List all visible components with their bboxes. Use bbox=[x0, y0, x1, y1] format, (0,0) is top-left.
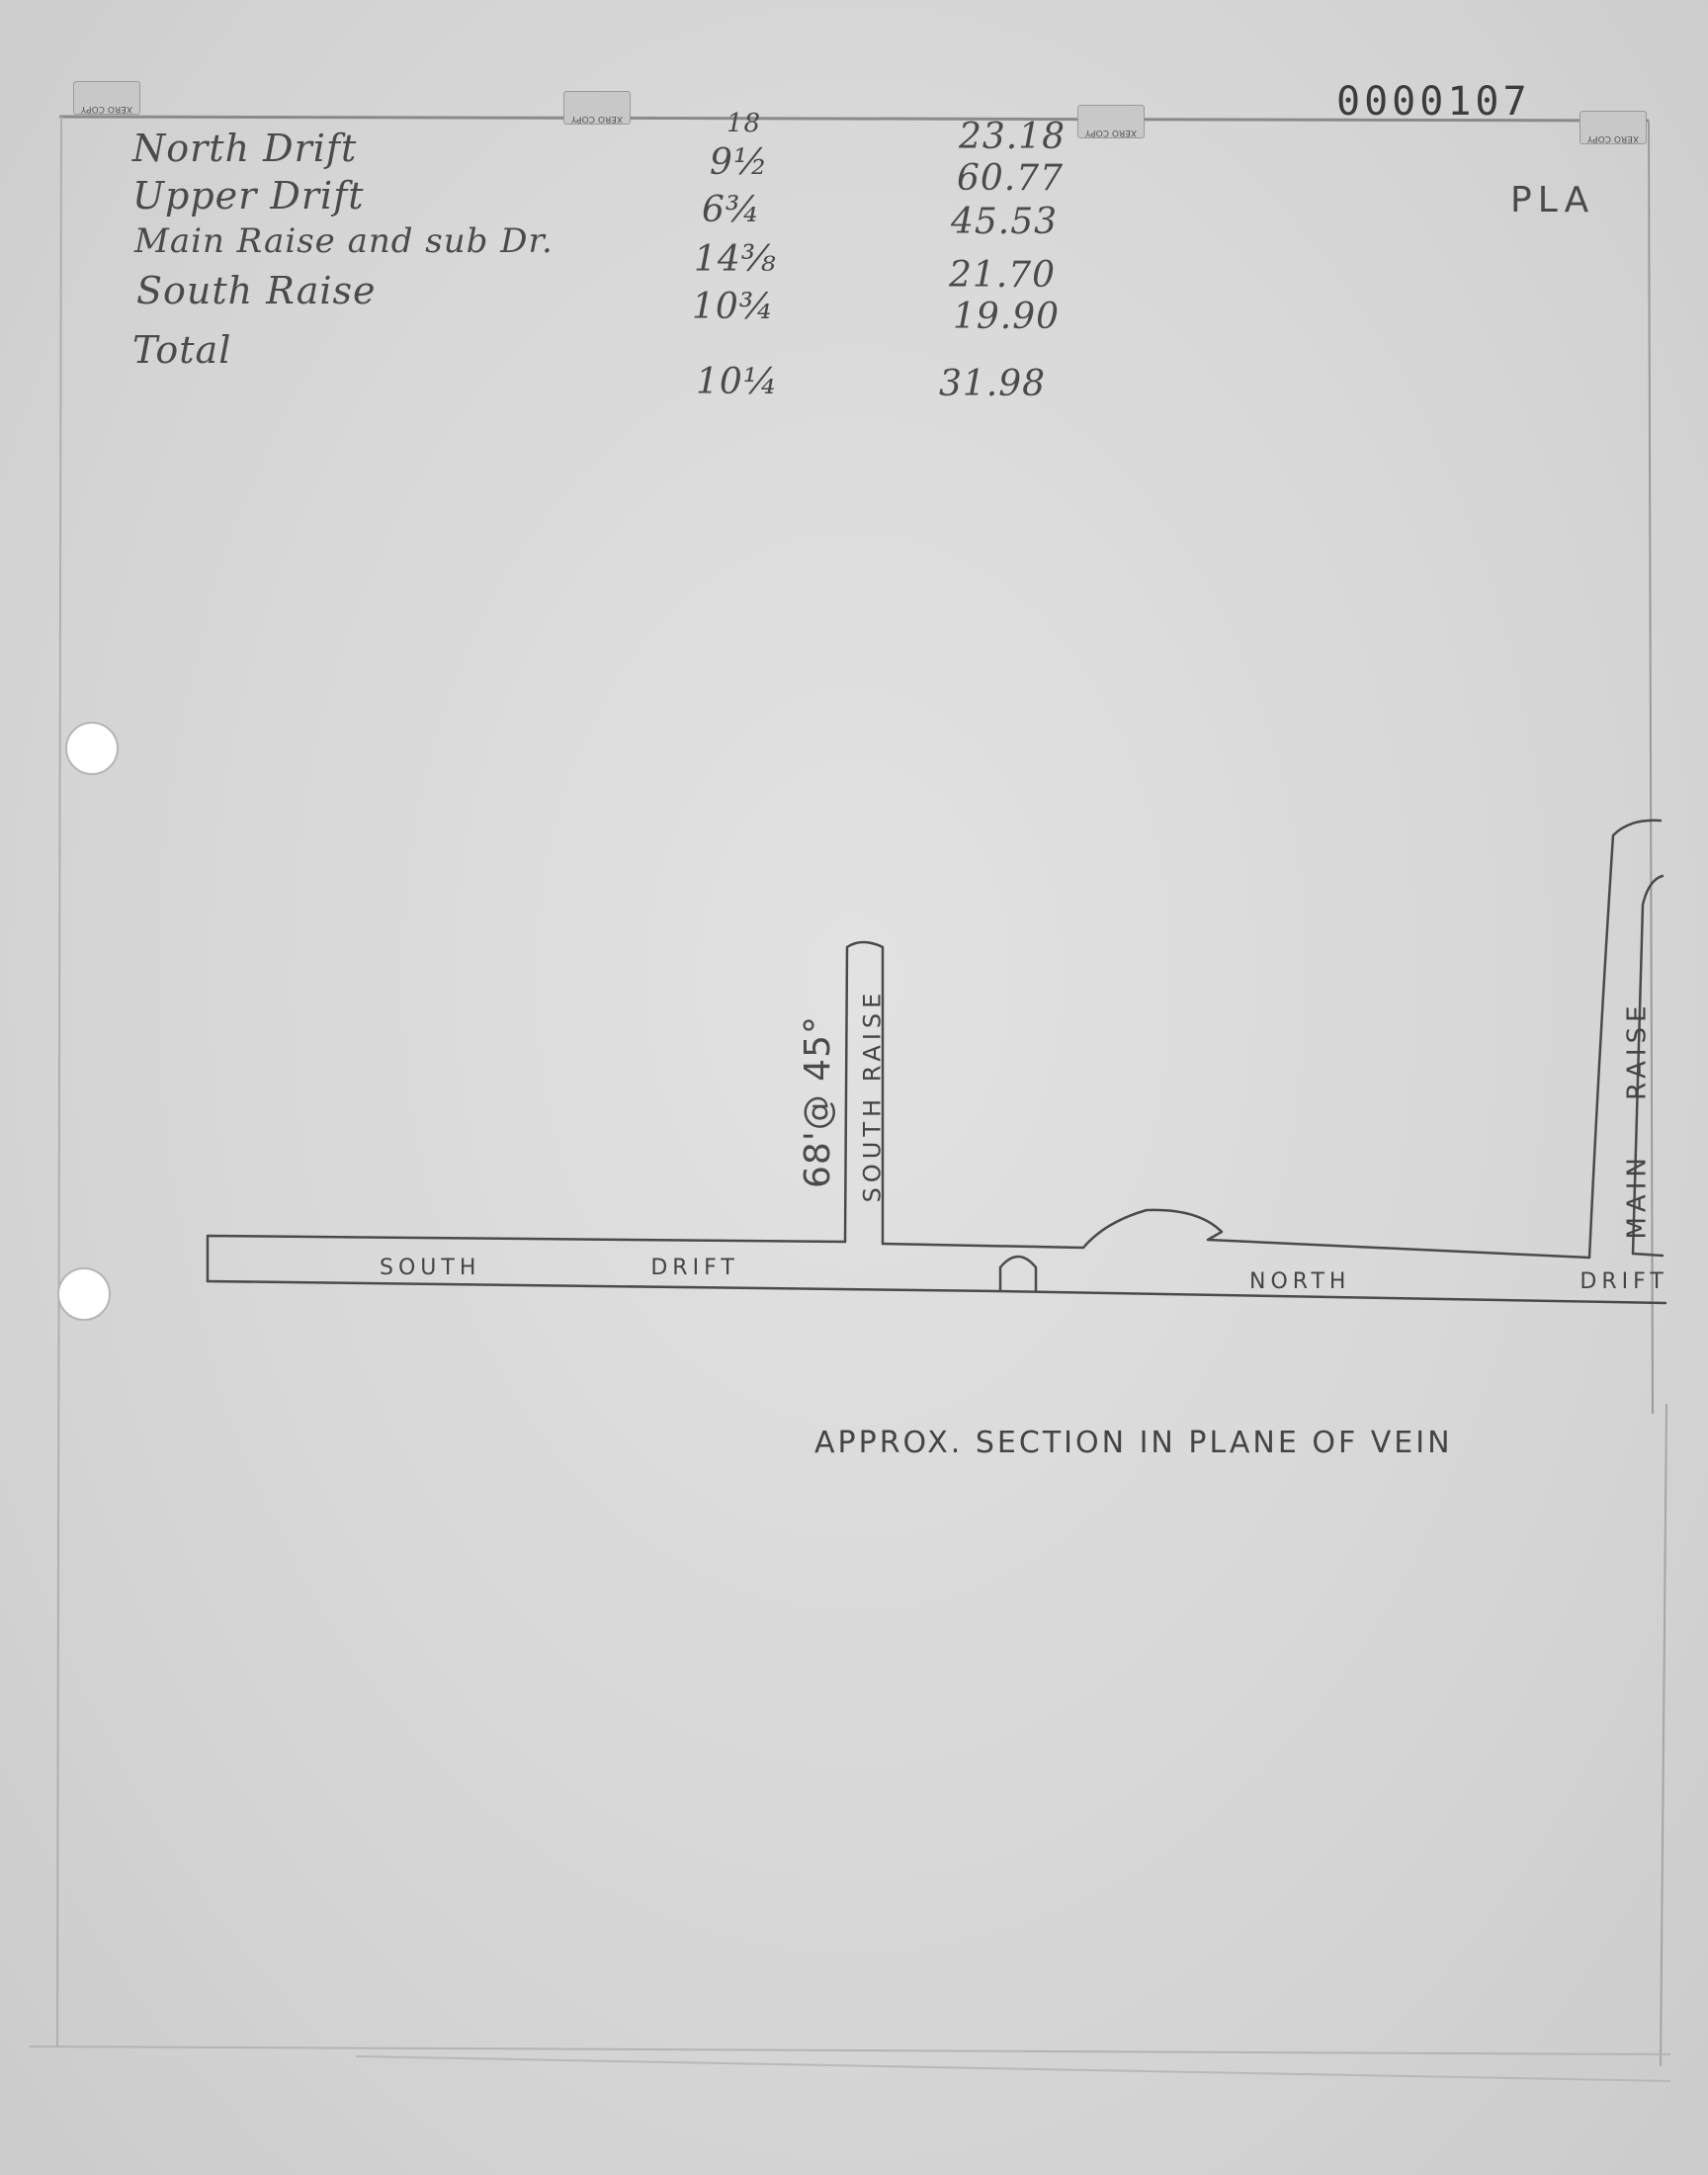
section-caption: APPROX. SECTION IN PLANE OF VEIN bbox=[814, 1426, 1453, 1460]
table-row-label: North Drift bbox=[132, 127, 358, 170]
main-raise-end bbox=[1633, 1254, 1663, 1256]
north-drift-label: NORTH DRIFT bbox=[1249, 1269, 1668, 1294]
xerox-mark: XERO COPY bbox=[73, 81, 140, 115]
partial-row-value-a: 18 bbox=[726, 109, 762, 138]
document-stamp-number: 0000107 bbox=[1336, 79, 1531, 125]
table-row-value-b: 60.77 bbox=[957, 158, 1065, 199]
table-row-label: Upper Drift bbox=[132, 174, 365, 218]
table-row-value-a: 14⅜ bbox=[694, 239, 777, 280]
north-drift-outline bbox=[883, 1210, 1589, 1258]
table-row-value-a: 6¾ bbox=[702, 190, 761, 230]
south-raise-label: SOUTH RAISE bbox=[858, 988, 887, 1203]
corner-text: PLA bbox=[1510, 180, 1595, 220]
drift-arch bbox=[1000, 1257, 1036, 1291]
table-row-label: South Raise bbox=[136, 269, 377, 312]
table-row-value-b: 19.90 bbox=[953, 297, 1061, 337]
table-row-value-b: 45.53 bbox=[951, 202, 1059, 242]
south-drift-label: SOUTH DRIFT bbox=[380, 1256, 739, 1280]
xerox-mark: XERO COPY bbox=[1580, 111, 1647, 144]
table-total-value-b: 31.98 bbox=[939, 364, 1047, 404]
table-total-label: Total bbox=[132, 328, 232, 372]
table-row-value-b: 21.70 bbox=[949, 255, 1057, 296]
raise-angle-note: 68'@ 45° bbox=[797, 1015, 838, 1188]
table-row-value-a: 9½ bbox=[710, 142, 769, 183]
table-row-value-a: 10¾ bbox=[692, 287, 775, 327]
main-raise-label: MAIN RAISE bbox=[1622, 1000, 1653, 1240]
table-row-label: Main Raise and sub Dr. bbox=[134, 221, 554, 261]
table-total-value-a: 10¼ bbox=[696, 362, 779, 402]
xerox-mark: XERO COPY bbox=[1077, 105, 1145, 138]
xerox-mark: XERO COPY bbox=[563, 91, 631, 125]
partial-row-value-b: 23.18 bbox=[959, 117, 1067, 157]
